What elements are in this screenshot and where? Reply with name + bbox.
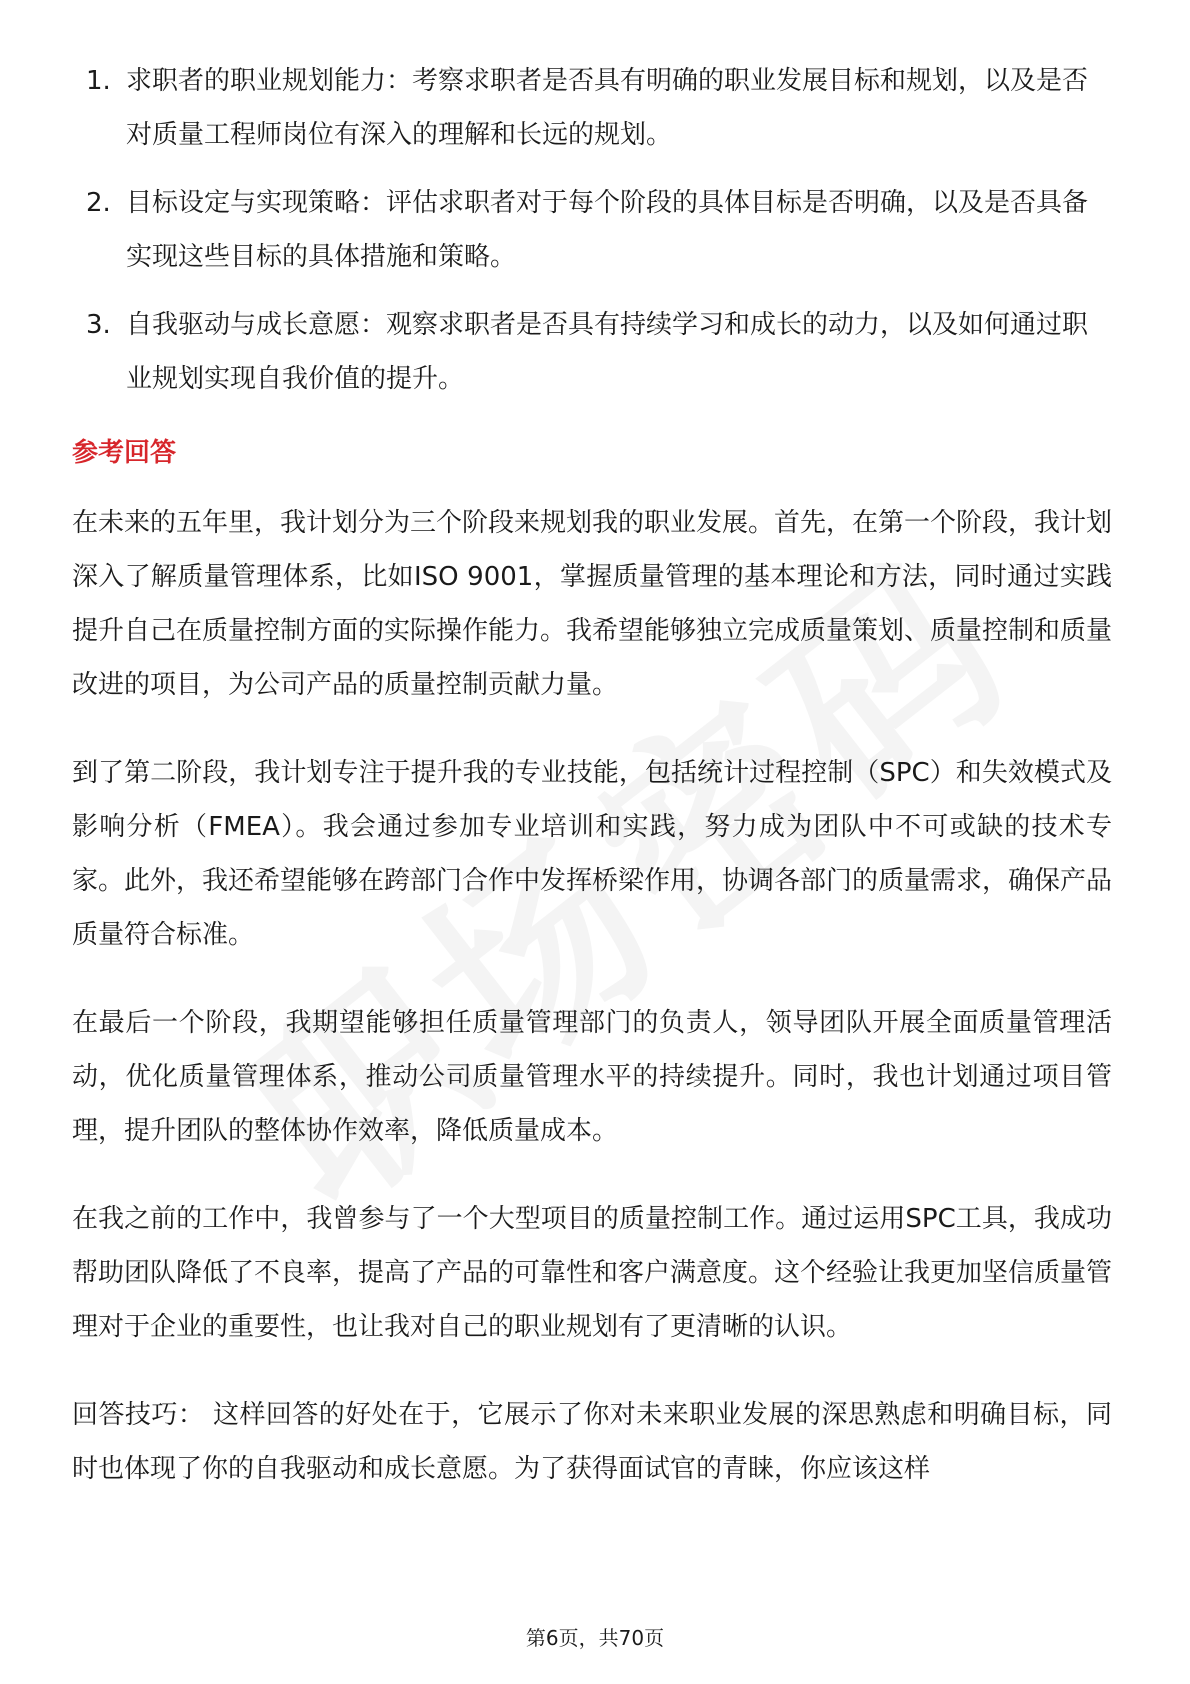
list-item-text: 求职者的职业规划能力：考察求职者是否具有明确的职业发展目标和规划，以及是否对质量工程师岗位有深入的理解和长远的规划。 <box>126 66 1089 150</box>
list-item <box>72 176 1112 284</box>
answer-paragraph: 在我之前的工作中，我曾参与了一个大型项目的质量控制工作。通过运用SPC工具，我成功帮助团队降低了不良率，提高了产品的可靠性和客户满意度。这个经验让我更加坚信质量管理对于企业的重要性，也让我对自己的职业规划有了更清晰的认识。 <box>72 1204 1113 1342</box>
answer-tips-paragraph: 回答技巧： 这样回答的好处在于，它展示了你对未来职业发展的深思熟虑和明确目标，同时也体现了你的自我驱动和成长意愿。为了获得面试官的青睐，你应该这样 <box>72 1400 1112 1484</box>
list-number: 1. <box>86 66 111 96</box>
list-item-text: 目标设定与实现策略：评估求职者对于每个阶段的具体目标是否明确，以及是否具备实现这些目标的具体措施和策略。 <box>126 188 1089 272</box>
answer-paragraph: 到了第二阶段，我计划专注于提升我的专业技能，包括统计过程控制（SPC）和失效模式及影响分析（FMEA）。我会通过参加专业培训和实践，努力成为团队中不可或缺的技术专家。此外，我还希望能够在跨部门合作中发挥桥梁作用，协调各部门的质量需求，确保产品质量符合标准。 <box>72 758 1113 950</box>
answer-paragraph: 在最后一个阶段，我期望能够担任质量管理部门的负责人，领导团队开展全面质量管理活动，优化质量管理体系，推动公司质量管理水平的持续提升。同时，我也计划通过项目管理，提升团队的整体协作效率，降低质量成本。 <box>72 1008 1112 1146</box>
list-item <box>72 298 1112 406</box>
list-item <box>72 54 1112 162</box>
section-heading: 参考回答 <box>72 438 177 468</box>
list-item-text: 自我驱动与成长意愿：观察求职者是否具有持续学习和成长的动力，以及如何通过职业规划实现自我价值的提升。 <box>126 310 1089 394</box>
list-number: 3. <box>86 310 111 340</box>
page-content <box>72 54 1112 1530</box>
answer-paragraph: 在未来的五年里，我计划分为三个阶段来规划我的职业发展。首先，在第一个阶段，我计划深入了解质量管理体系，比如ISO 9001，掌握质量管理的基本理论和方法，同时通过实践提升自己在质量控制方面的实际操作能力。我希望能够独立完成质量策划、质量控制和质量改进的项目，为公司产品的质量控制贡献力量。 <box>72 508 1113 700</box>
evaluation-criteria-list <box>72 54 1112 406</box>
page-number: 第6页，共70页 <box>525 1626 665 1650</box>
list-number: 2. <box>86 188 111 218</box>
